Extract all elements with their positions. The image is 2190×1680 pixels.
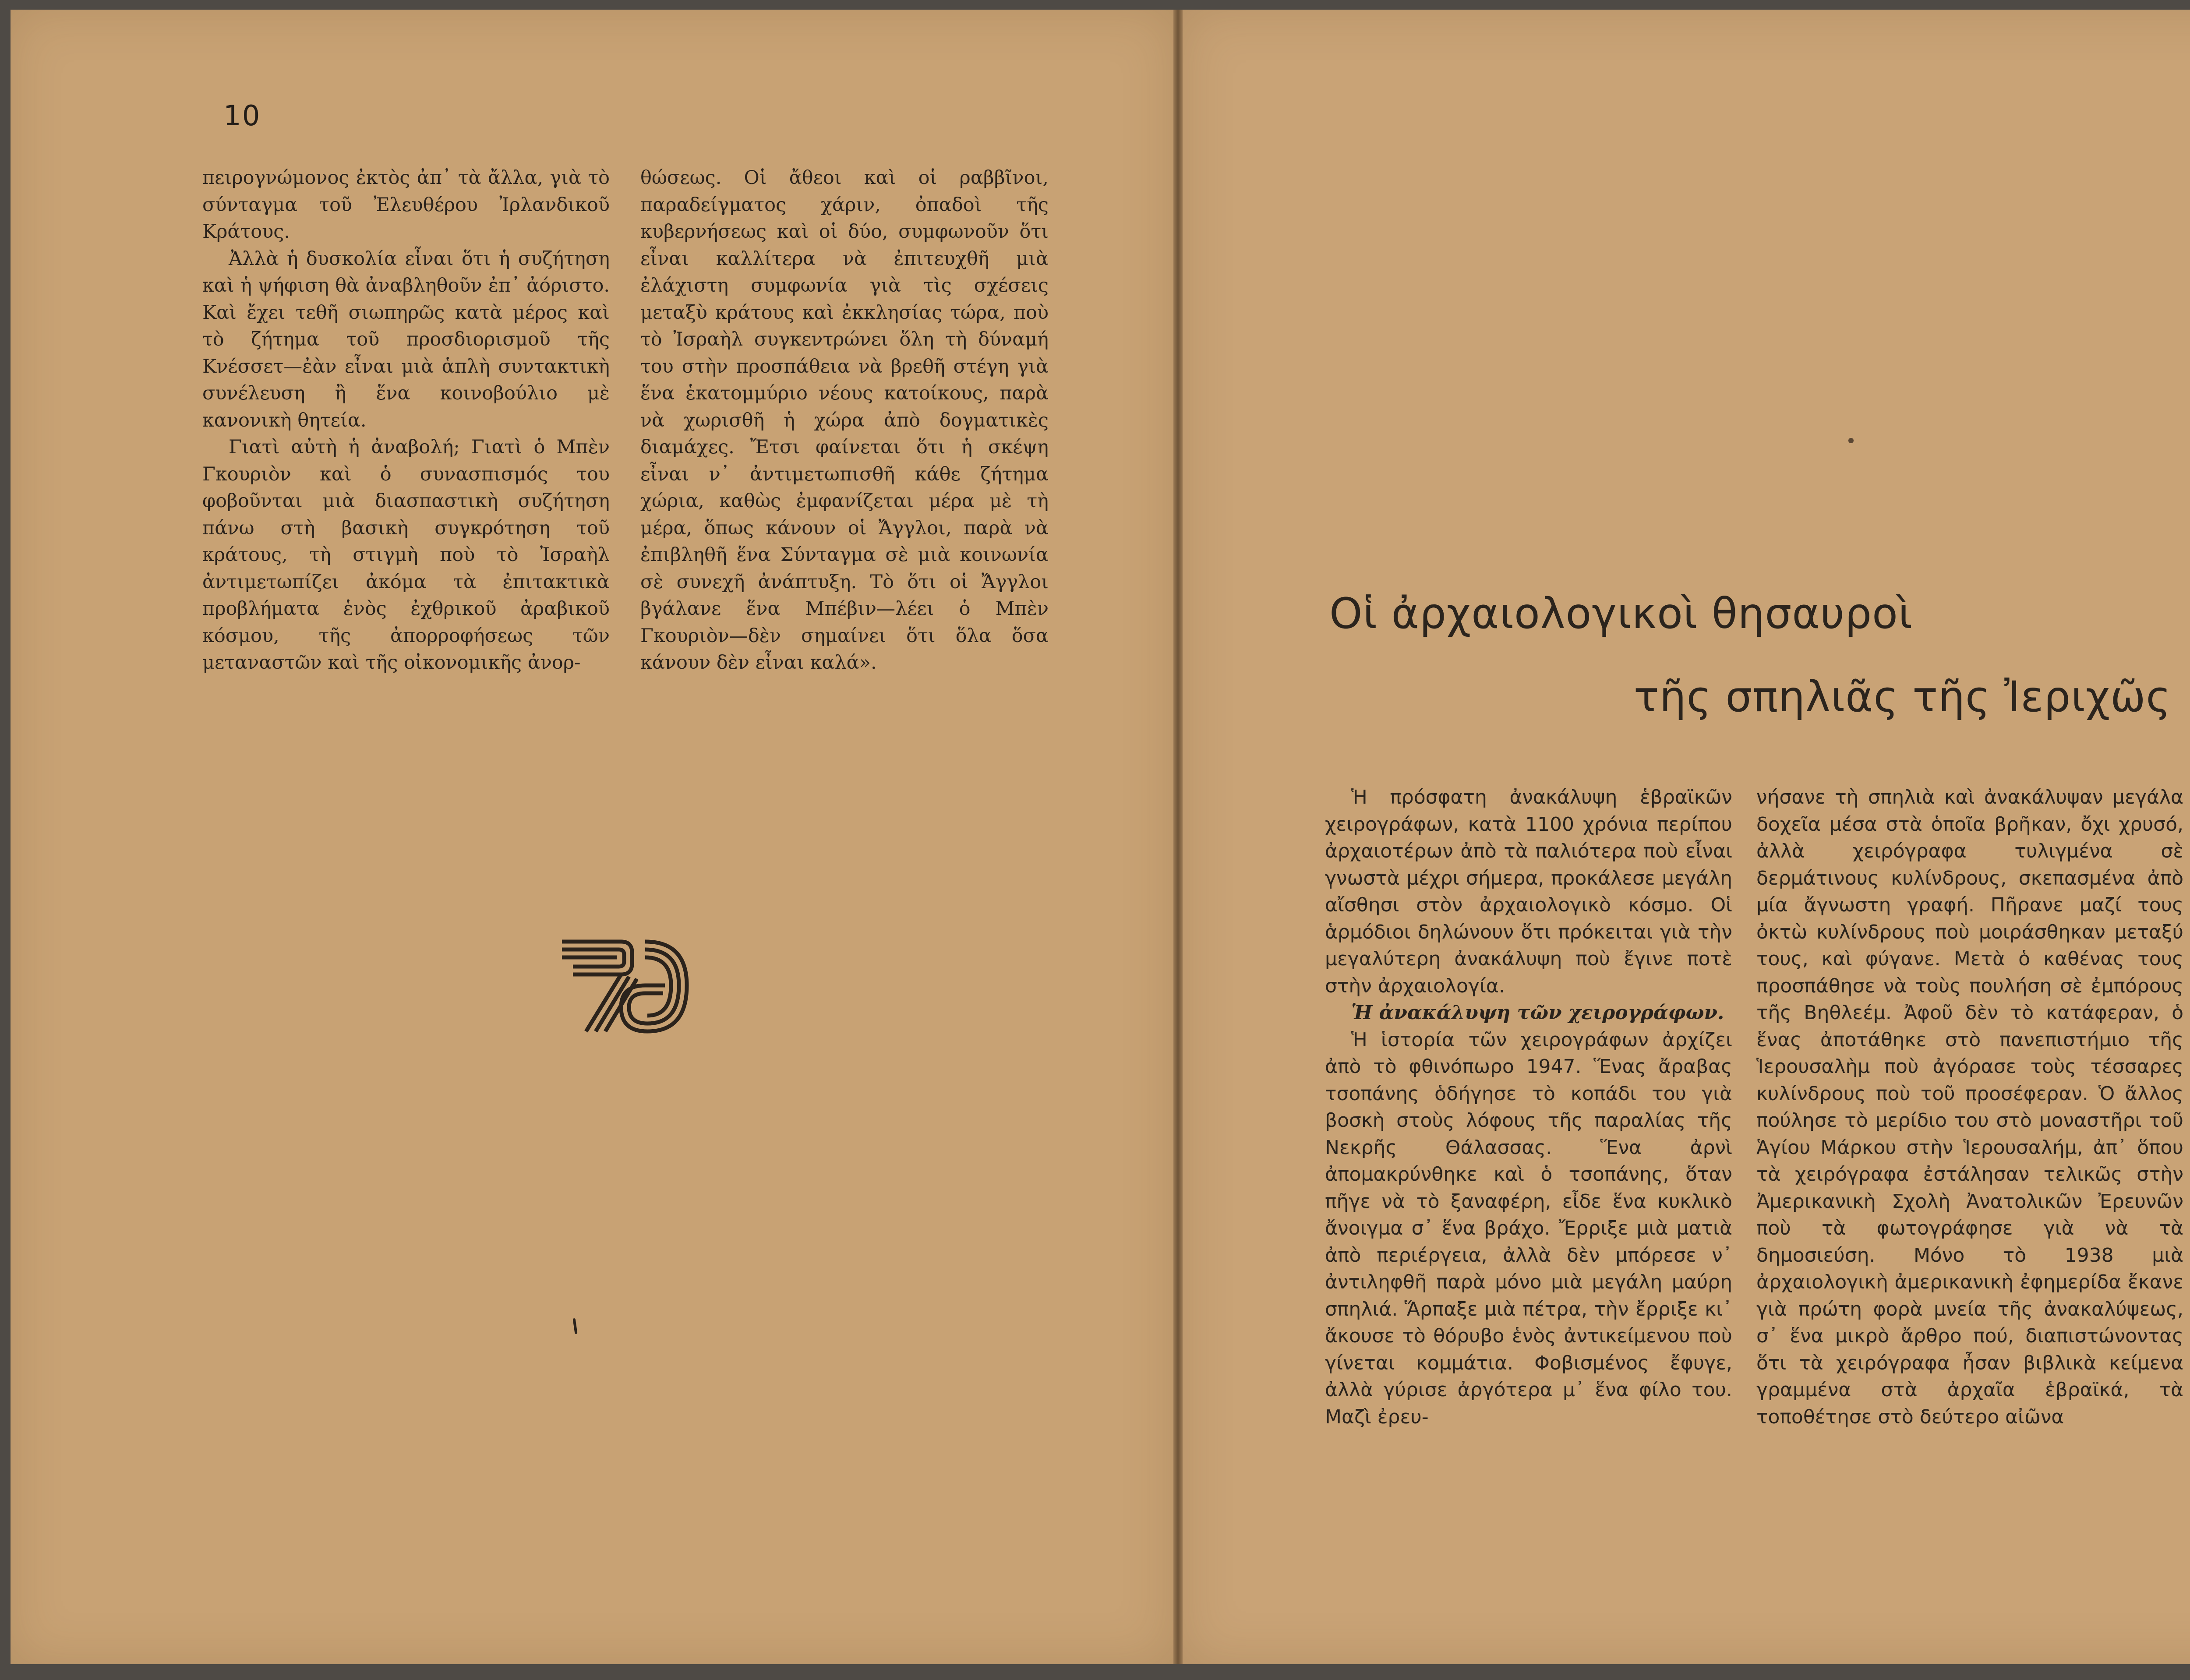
article-title-line-1: Οἱ ἀρχαιολογικοὶ θησαυροὶ bbox=[1329, 589, 1913, 638]
ink-dot bbox=[1848, 438, 1854, 443]
section-subheading: Ἡ ἀνακάλυψη τῶν χειρογράφων. bbox=[1351, 1002, 1724, 1024]
decorative-emblem-logo bbox=[555, 933, 700, 1038]
paragraph: θώσεως. Οἱ ἄθεοι καὶ οἱ ραββῖνοι, παραδείγματος χάριν, ὀπαδοὶ τῆς κυβερνήσεως καὶ οἱ δύο, συμφωνοῦν ὅτι εἶναι καλλίτερα νὰ ἐπιτευχθῆ μιὰ ἐλάχιστη συμφωνία γιὰ τὶς σχέσεις μεταξὺ κράτους καὶ ἐκκλησίας τώρα, ποὺ τὸ Ἰσραὴλ συγκεντρώνει ὅλη τὴ δύναμή του στὴν προσπάθεια νὰ βρεθῆ στέγη γιὰ ἕνα ἑκατομμύριο νέους κατοίκους, παρὰ νὰ χωρισθῆ ἡ χώρα ἀπὸ δογματικὲς διαμάχες. Ἔτσι φαίνεται ὅτι ἡ σκέψη εἶναι ν᾿ ἀντιμετωπισθῆ κάθε ζήτημα χώρια, καθὼς ἐμφανίζεται μέρα μὲ τὴ μέρα, ὅπως κάνουν οἱ Ἄγγλοι, παρὰ νὰ ἐπιβληθῆ ἕνα Σύνταγμα σὲ μιὰ κοινωνία σὲ συνεχῆ ἀνάπτυξη. Τὸ ὅτι οἱ Ἄγγλοι βγάλανε ἕνα Μπέβιν—λέει ὁ Μπὲν Γκουριὸν—δὲν σημαίνει ὅτι ὅλα ὅσα κάνουν δὲν εἶναι καλά». bbox=[640, 167, 1049, 674]
paragraph: πειρογνώμονος ἐκτὸς ἀπ᾿ τὰ ἄλλα, γιὰ τὸ σύνταγμα τοῦ Ἐλευθέρου Ἰρλανδικοῦ Κράτους. bbox=[202, 167, 610, 243]
paragraph: Ἡ πρόσφατη ἀνακάλυψη ἑβραϊκῶν χειρογράφων, κατὰ 1100 χρόνια περίπου ἀρχαιοτέρων ἀπὸ τὰ παλιότερα ποὺ εἶναι γνωστὰ μέχρι σήμερα, προκάλεσε μεγάλη αἴσθησι στὸν ἀρχαιολογικὸ κόσμο. Οἱ ἁρμόδιοι δηλώνουν ὅτι πρόκειται γιὰ τὴν μεγαλύτερη ἀνακάλυψη ποὺ ἔγινε ποτὲ στὴν ἀρχαιολογία. bbox=[1325, 786, 1732, 997]
right-column-2 bbox=[1756, 784, 2183, 1430]
article-title-line-2: τῆς σπηλιᾶς τῆς Ἰεριχῶς bbox=[1634, 672, 2171, 721]
paragraph: Ἡ ἱστορία τῶν χειρογράφων ἀρχίζει ἀπὸ τὸ φθινόπωρο 1947. Ἕνας ἄραβας τσοπάνης ὁδήγησε τὸ κοπάδι του γιὰ βοσκὴ στοὺς λόφους τῆς παραλίας τῆς Νεκρῆς Θάλασσας. Ἕνα ἀρνὶ ἀπομακρύνθηκε καὶ ὁ τσοπάνης, ὅταν πῆγε νὰ τὸ ξαναφέρη, εἶδε ἕνα κυκλικὸ ἄνοιγμα σ᾿ ἕνα βράχο. Ἔρριξε μιὰ ματιὰ ἀπὸ περιέργεια, ἀλλὰ δὲν μπόρεσε ν᾿ ἀντιληφθῆ παρὰ μόνο μιὰ μεγάλη μαύρη σπηλιά. Ἅρπαξε μιὰ πέτρα, τὴν ἔρριξε κι᾿ ἄκουσε τὸ θόρυβο ἑνὸς ἀντικείμενου ποὺ γίνεται κομμάτια. Φοβισμένος ἔφυγε, ἀλλὰ γύρισε ἀργότερα μ᾿ ἕνα φίλο του. Μαζὶ ἐρευ- bbox=[1325, 1028, 1732, 1428]
page-number: 10 bbox=[223, 100, 261, 132]
left-column-1 bbox=[202, 165, 610, 677]
left-column-2 bbox=[640, 165, 1049, 677]
paragraph: νήσανε τὴ σπηλιὰ καὶ ἀνακάλυψαν μεγάλα δοχεῖα μέσα στὰ ὁποῖα βρῆκαν, ὄχι χρυσό, ἀλλὰ χειρόγραφα τυλιγμένα σὲ δερμάτινους κυλίνδρους, σκεπασμένα ἀπὸ μία ἄγνωστη γραφή. Πῆρανε μαζί τους ὀκτὼ κυλίνδρους ποὺ μοιράσθηκαν μεταξύ τους, καὶ φύγανε. Μετὰ ὁ καθένας τους προσπάθησε νὰ τοὺς πουλήση σὲ ἐμπόρους τῆς Βηθλεέμ. Ἀφοῦ δὲν τὸ κατάφεραν, ὁ ἕνας ἀποτάθηκε στὸ πανεπιστήμιο τῆς Ἱερουσαλὴμ ποὺ ἀγόρασε τοὺς τέσσαρες κυλίνδρους ποὺ τοῦ προσέφεραν. Ὁ ἄλλος πούλησε τὸ μερίδιο του στὸ μοναστῆρι τοῦ Ἁγίου Μάρκου στὴν Ἱερουσαλήμ, ἀπ᾿ ὅπου τὰ χειρόγραφα ἐστάλησαν τελικῶς στὴν Ἀμερικανικὴ Σχολὴ Ἀνατολικῶν Ἐρευνῶν ποὺ τὰ φωτογράφησε γιὰ νὰ τὰ δημοσιεύση. Μόνο τὸ 1938 μιὰ ἀρχαιολογικὴ ἀμερικανικὴ ἐφημερίδα ἔκανε γιὰ πρώτη φορὰ μνεία τῆς ἀνακαλύψεως, σ᾿ ἕνα μικρὸ ἄρθρο πού, διαπιστώνοντας ὅτι τὰ χειρόγραφα ἦσαν βιβλικὰ κείμενα γραμμένα στὰ ἀρχαῖα ἑβραϊκά, τὰ τοποθέτησε στὸ δεύτερο αἰῶνα bbox=[1756, 786, 2183, 1428]
paragraph: Γιατὶ αὐτὴ ἡ ἀναβολή; Γιατὶ ὁ Μπὲν Γκουριὸν καὶ ὁ συνασπισμός του φοβοῦνται μιὰ διασπαστικὴ συζήτηση πάνω στὴ βασικὴ συγκρότηση τοῦ κράτους, τὴ στιγμὴ ποὺ τὸ Ἰσραὴλ ἀντιμετωπίζει ἀκόμα τὰ ἐπιτακτικὰ προβλήματα ἑνὸς ἐχθρικοῦ ἀραβικοῦ κόσμου, τῆς ἀπορροφήσεως τῶν μεταναστῶν καὶ τῆς οἰκονομικῆς ἀνορ- bbox=[202, 436, 610, 674]
book-spine bbox=[1173, 10, 1183, 1664]
paragraph: Ἀλλὰ ἡ δυσκολία εἶναι ὅτι ἡ συζήτηση καὶ ἡ ψήφιση θὰ ἀναβληθοῦν ἐπ᾿ ἀόριστο. Καὶ ἔχει τεθῆ σιωπηρῶς κατὰ μέρος καὶ τὸ ζήτημα τοῦ προσδιορισμοῦ τῆς Κνέσσετ—ἐὰν εἶναι μιὰ ἁπλὴ συντακτικὴ συνέλευση ἢ ἕνα κοινοβούλιο μὲ κανονικὴ θητεία. bbox=[202, 247, 610, 431]
right-column-1 bbox=[1325, 784, 1732, 1430]
